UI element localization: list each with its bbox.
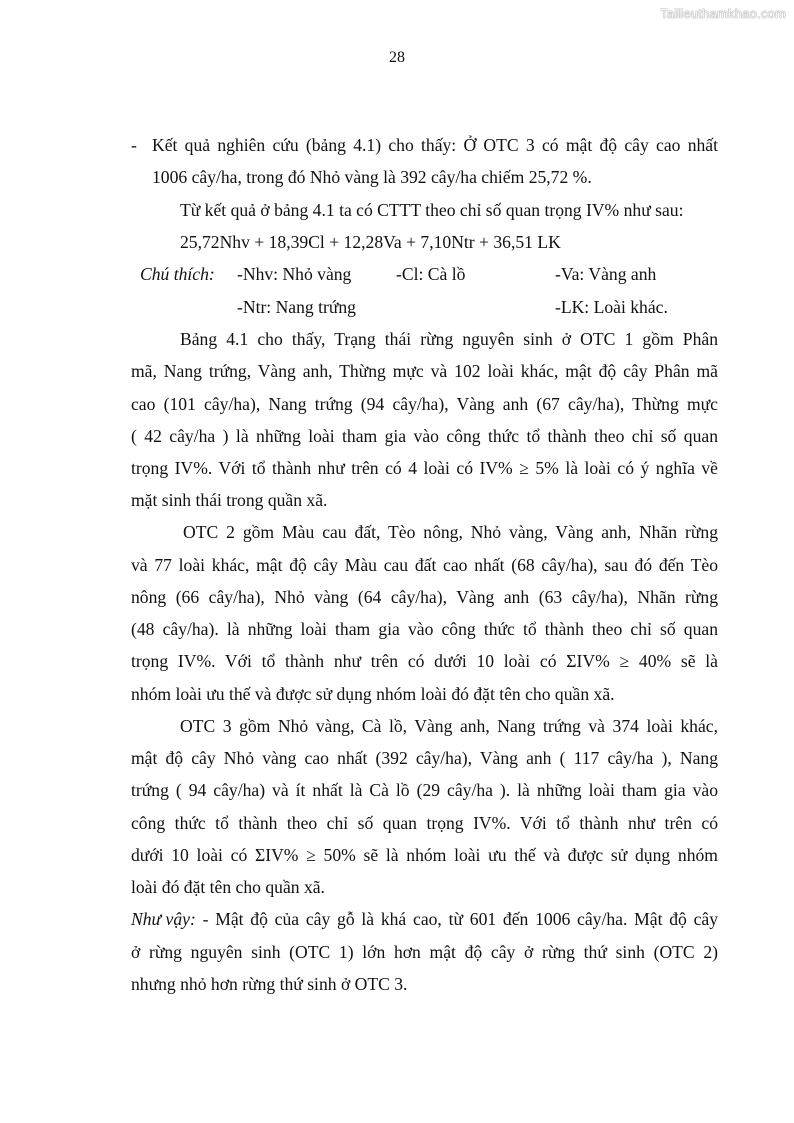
conclusion-line-1 xyxy=(131,911,718,929)
otc2-line-4: (48 cây/ha). là những loài tham gia vào công thức tổ thành theo chỉ số quan xyxy=(131,619,718,639)
otc3-line-3: trứng ( 94 cây/ha) và ít nhất là Cà lồ (29 cây/ha ). là những loài tham gia vào xyxy=(131,780,718,800)
legend-item-cl: -Cl: Cà lồ xyxy=(396,264,466,284)
otc1-line-1: Bảng 4.1 cho thấy, Trạng thái rừng nguyên sinh ở OTC 1 gồm Phân xyxy=(180,329,718,349)
otc3-line-4: công thức tổ thành theo chỉ số quan trọng IV%. Với tổ thành như trên có xyxy=(131,813,718,833)
otc2-line-6: nhóm loài ưu thế và được sử dụng nhóm loài đó đặt tên cho quần xã. xyxy=(131,684,615,704)
page-number: 28 xyxy=(389,49,405,66)
conclusion-line-2: ở rừng nguyên sinh (OTC 1) lớn hơn mật độ cây ở rừng thứ sinh (OTC 2) xyxy=(131,942,718,962)
otc1-line-4: ( 42 cây/ha ) là những loài tham gia vào công thức tổ thành theo chỉ số quan xyxy=(131,426,718,446)
formula: 25,72Nhv + 18,39Cl + 12,28Va + 7,10Ntr + 36,51 LK xyxy=(180,232,561,252)
otc2-line-3: nông (66 cây/ha), Nhỏ vàng (64 cây/ha), Vàng anh (63 cây/ha), Nhãn rừng xyxy=(131,587,718,607)
otc1-line-2: mã, Nang trứng, Vàng anh, Thừng mực và 102 loài khác, mật độ cây Phân mã xyxy=(131,361,718,381)
legend-item-lk: -LK: Loài khác. xyxy=(555,297,668,317)
legend-item-va: -Va: Vàng anh xyxy=(555,264,657,284)
otc1-line-5: trọng IV%. Với tổ thành như trên có 4 loài có IV% ≥ 5% là loài có ý nghĩa về xyxy=(131,458,718,478)
otc3-line-1: OTC 3 gồm Nhỏ vàng, Cà lồ, Vàng anh, Nang trứng và 374 loài khác, xyxy=(180,716,718,736)
bullet-line-1: Kết quả nghiên cứu (bảng 4.1) cho thấy: Ở OTC 3 có mật độ cây cao nhất xyxy=(152,135,718,155)
conclusion-label: Như vậy: xyxy=(131,909,196,929)
legend-item-ntr: -Ntr: Nang trứng xyxy=(237,297,356,317)
otc2-line-2: và 77 loài khác, mật độ cây Màu cau đất cao nhất (68 cây/ha), sau đó đến Tèo xyxy=(131,555,718,575)
otc1-line-3: cao (101 cây/ha), Nang trứng (94 cây/ha), Vàng anh (67 cây/ha), Thừng mực xyxy=(131,394,718,414)
otc3-line-5: dưới 10 loài có ΣIV% ≥ 50% sẽ là nhóm loài ưu thế và được sử dụng nhóm xyxy=(131,845,718,865)
otc3-line-6: loài đó đặt tên cho quần xã. xyxy=(131,877,325,897)
bullet-dash: - xyxy=(131,135,137,155)
conclusion-text-1: - Mật độ của cây gỗ là khá cao, từ 601 đến 1006 cây/ha. Mật độ cây xyxy=(195,909,718,929)
watermark: Tailieuthamkhao.com xyxy=(660,6,786,21)
legend-item-nhv: -Nhv: Nhỏ vàng xyxy=(237,264,352,284)
otc2-line-1: OTC 2 gồm Màu cau đất, Tèo nông, Nhỏ vàng, Vàng anh, Nhãn rừng xyxy=(183,522,718,542)
bullet-line-2: 1006 cây/ha, trong đó Nhỏ vàng là 392 cây/ha chiếm 25,72 %. xyxy=(152,167,592,187)
otc1-line-6: mặt sinh thái trong quần xã. xyxy=(131,490,328,510)
otc2-line-5: trọng IV%. Với tổ thành như trên có dưới 10 loài có ΣIV% ≥ 40% sẽ là xyxy=(131,651,718,671)
formula-intro: Từ kết quả ở bảng 4.1 ta có CTTT theo chỉ số quan trọng IV% như sau: xyxy=(180,200,684,220)
legend-label: Chú thích: xyxy=(140,264,215,284)
conclusion-line-3: nhưng nhỏ hơn rừng thứ sinh ở OTC 3. xyxy=(131,974,408,994)
otc3-line-2: mật độ cây Nhỏ vàng cao nhất (392 cây/ha), Vàng anh ( 117 cây/ha ), Nang xyxy=(131,748,718,768)
